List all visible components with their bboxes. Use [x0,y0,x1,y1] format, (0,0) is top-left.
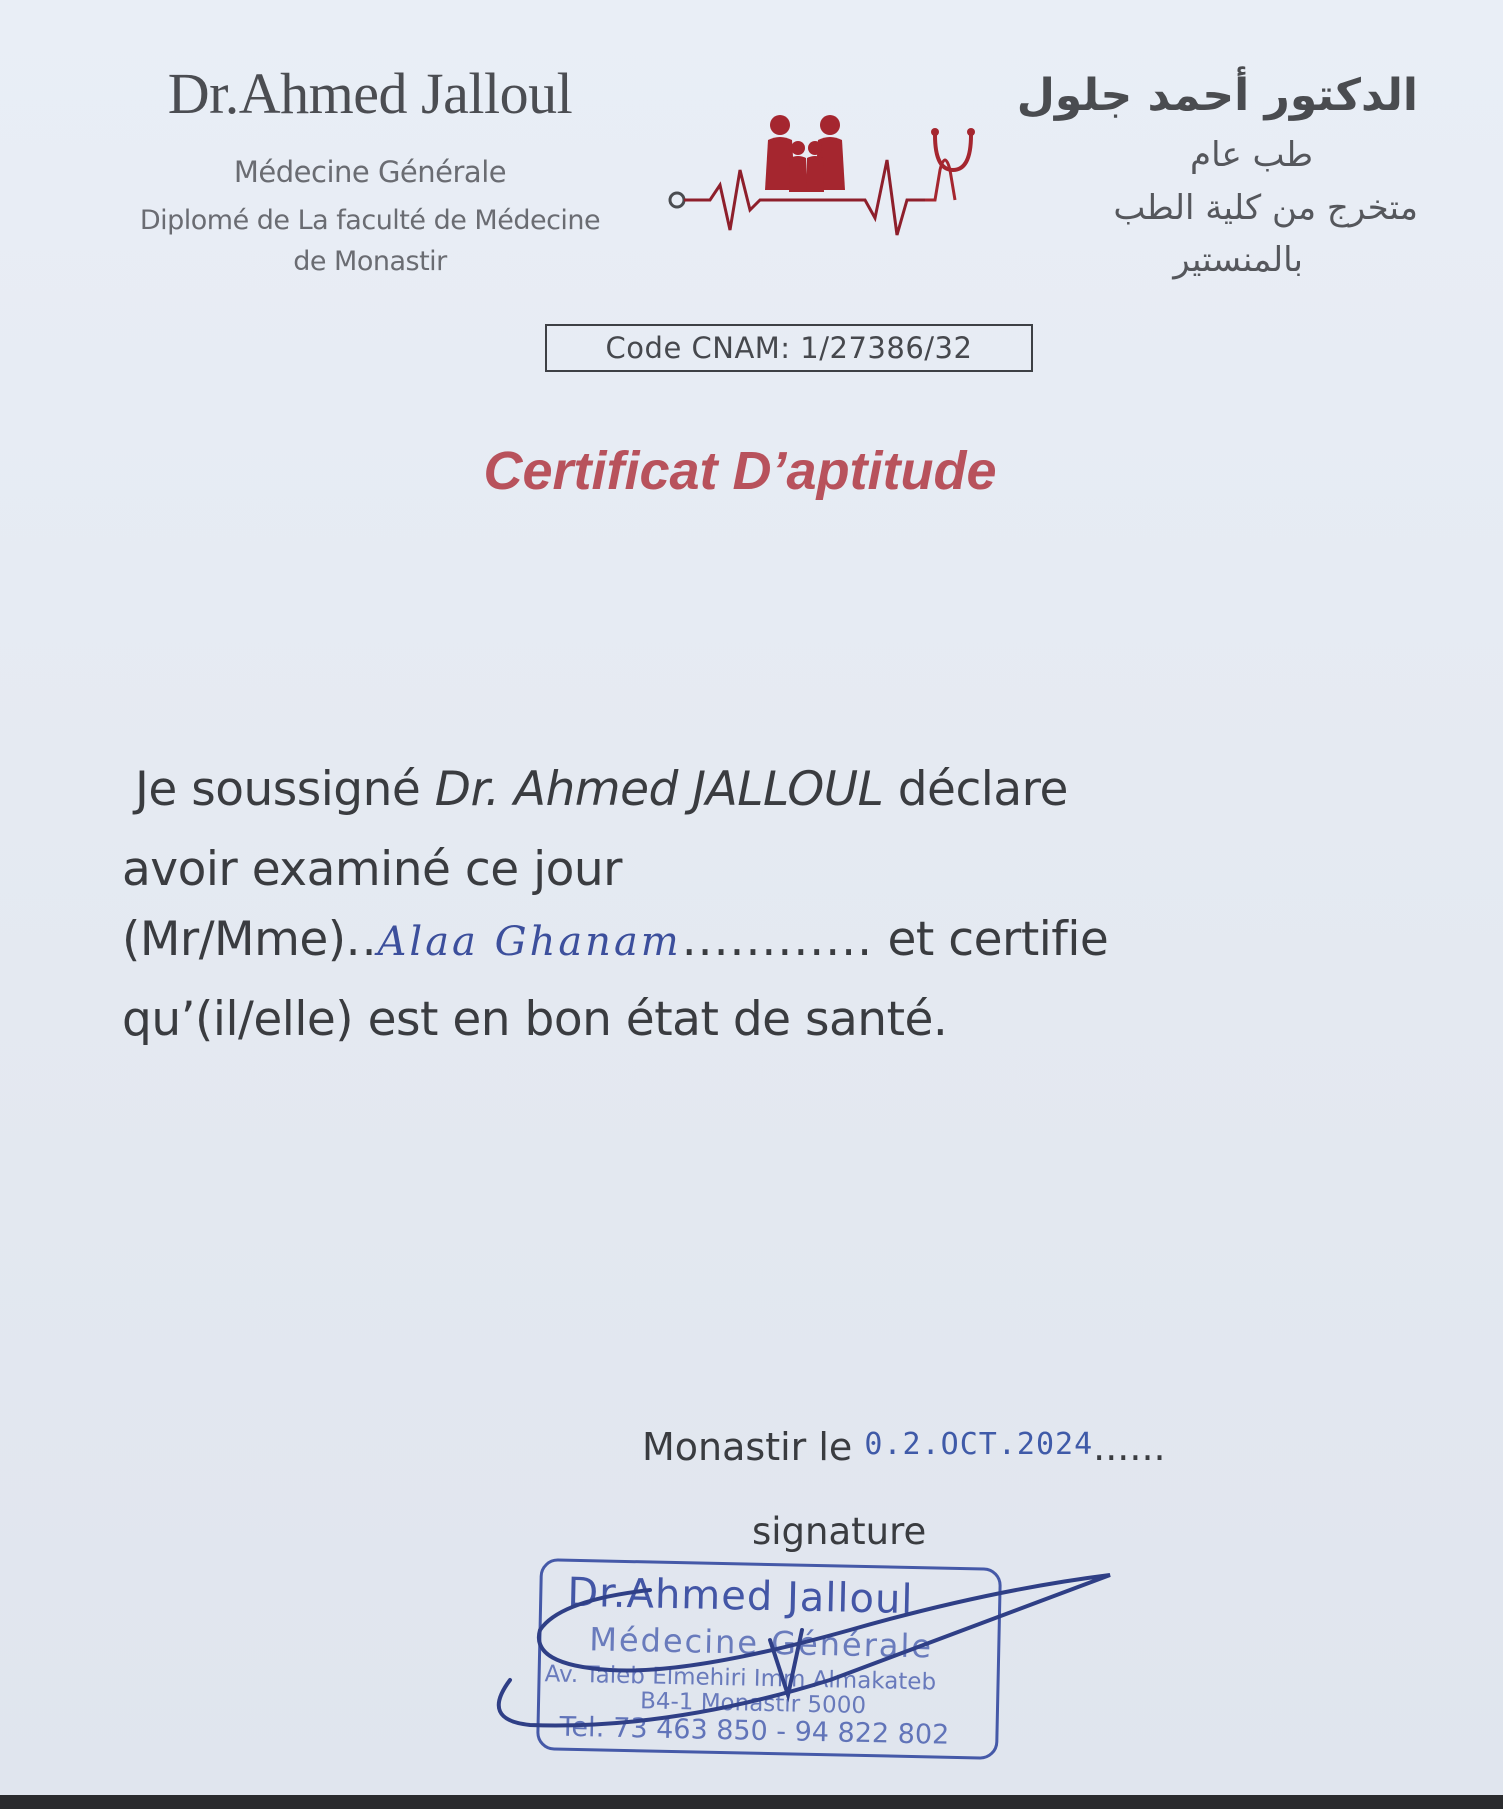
body-line3-suffix: et certifie [873,912,1109,967]
diploma-ar-line2: بالمنستير [1173,240,1303,280]
body-line-1 [135,762,1068,817]
stamp-name: Dr.Ahmed Jalloul [566,1569,914,1624]
certificate-title: Certificat D’aptitude [483,441,997,501]
body-line1-prefix: Je soussigné [135,762,435,817]
doctor-name-ar: الدكتور أحمد جلول [1016,70,1418,121]
body-line3-prefix: (Mr/Mme) [122,912,346,967]
body-doctor-name: Dr. Ahmed JALLOUL [434,762,884,817]
diploma-fr-line2: de Monastir [293,246,447,277]
stamp-specialty: Médecine Générale [588,1620,934,1666]
place-date-line [642,1425,1166,1469]
diploma-ar-line1: متخرج من كلية الطب [1113,188,1418,228]
stamp-address-line1: Av. Taieb Elmehiri Imm Almakateb [544,1661,937,1696]
family-heartbeat-stethoscope-icon [665,110,975,250]
patient-name-handwritten: Alaa Ghanam [377,919,682,965]
stamp-phone: Tel: 73 463 850 - 94 822 802 [559,1711,950,1751]
date-dots: ...... [1093,1425,1166,1469]
date-stamp: 0.2.OCT.2024 [864,1427,1094,1462]
handwritten-signature [470,1560,1130,1730]
cnam-code-text: Code CNAM: 1/27386/32 [605,331,973,365]
specialty-fr: Médecine Générale [233,155,507,189]
body-line-4: qu’(il/elle) est en bon état de santé. [122,992,948,1047]
body-line-2: avoir examiné ce jour [122,842,623,897]
cnam-code-box [545,324,1033,372]
signature-label: signature [752,1510,927,1553]
dots-after-name: ............ [681,912,874,967]
body-line-3 [122,912,1108,967]
body-line1-suffix: déclare [883,762,1068,817]
stamp-address-line2: B4-1 Monastir 5000 [639,1688,867,1720]
diploma-fr-line1: Diplomé de La faculté de Médecine [139,205,601,236]
place-label: Monastir le [642,1425,865,1469]
specialty-ar: طب عام [1190,135,1313,175]
doctor-name-fr: Dr.Ahmed Jalloul [167,61,573,126]
dots-before-name: .. [345,912,378,967]
background-edge [0,1795,1503,1809]
